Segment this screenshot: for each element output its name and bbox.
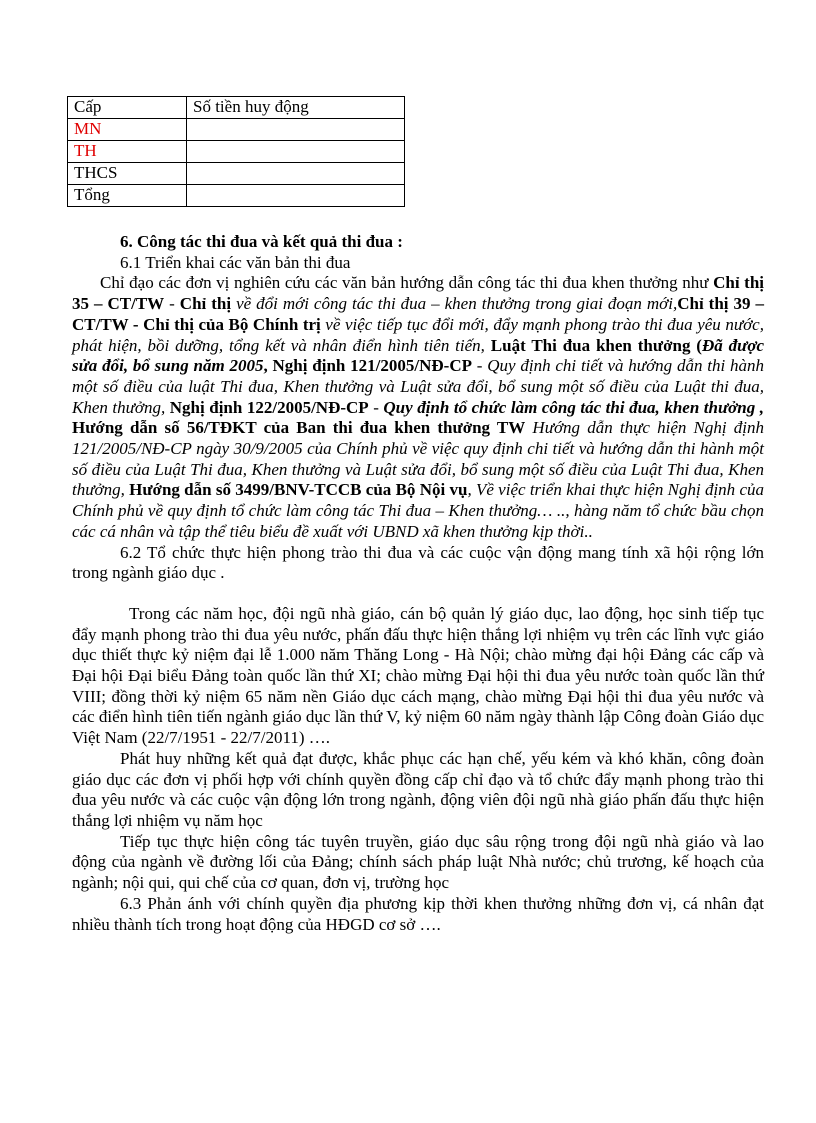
- cell-cap: TH: [68, 141, 187, 163]
- table-row: [68, 185, 405, 207]
- cell-amount: [187, 119, 405, 141]
- cell-cap: THCS: [68, 163, 187, 185]
- p1-text: Chỉ đạo các đơn vị nghiên cứu các văn bản hướng dẫn công tác thi đua khen thưởng như: [100, 273, 714, 293]
- cell-amount: [187, 141, 405, 163]
- table-row: [68, 163, 405, 185]
- paragraph-2: Trong các năm học, đội ngũ nhà giáo, cán bộ quản lý giáo dục, lao động, học sinh tiếp tục đẩy mạnh phong trào thi đua yêu nước, phấn đấu thực hiện thắng lợi nhiệm vụ trên các lĩnh vực giáo dục thiết thực kỷ niệm đại lễ 1.000 năm Thăng Long - Hà Nội; chào mừng đại hội Đảng các cấp và Đại hội Đại biểu Đảng toàn quốc lần thứ XI; chào mừng Đại hội thi đua yêu nước toàn quốc lần thứ VIII; đồng thời kỷ niệm 65 năm nền Giáo dục cách mạng, chào mừng Đại hội thi đua yêu nước và các điển hình tiên tiến ngành giáo dục lần thứ V, kỷ niệm 60 năm ngày thành lập Công đoàn Giáo dục Việt Nam (22/7/1951 - 22/7/2011) ….: [72, 603, 764, 748]
- header-cap: Cấp: [68, 97, 187, 119]
- p1-text: -: [164, 294, 180, 314]
- cell-amount: [187, 185, 405, 207]
- section6-heading: 6. Công tác thi đua và kết quả thi đua :: [120, 232, 403, 251]
- table-row: [68, 141, 405, 163]
- paragraph-3: Phát huy những kết quả đạt được, khắc phục các hạn chế, yếu kém và khó khăn, công đoàn giáo dục các đơn vị phối hợp với chính quyền đồng cấp chỉ đạo và tổ chức đẩy mạnh phong trào thi đua yêu nước và các cuộc vận động lớn trong ngành, động viên đội ngũ nhà giáo phấn đấu thực hiện thắng lợi nhiệm vụ năm học: [72, 748, 764, 830]
- p1-bold: Chỉ thị: [179, 294, 232, 314]
- paragraph-6-3: 6.3 Phản ánh với chính quyền địa phương kịp thời khen thưởng những đơn vị, cá nhân đạt nhiều thành tích trong hoạt động của HĐGD cơ sở ….: [72, 893, 764, 934]
- table-row: [68, 119, 405, 141]
- cell-amount: [187, 163, 405, 185]
- header-amount: Số tiền huy động: [187, 97, 405, 119]
- p1-bold-italic: Quy định tổ chức làm công tác thi đua, khen thưởng ,: [383, 397, 765, 417]
- funding-table: [67, 96, 405, 207]
- p1-italic: Hướng dẫn thực hiện Nghị định 121/2005/NĐ-CP ngày 30/9/2005 của Chính phủ về việc quy định chi tiết và hướng dẫn thi hành một số điều của Luật Thi đua, Khen thưởng và Luật sửa đổi, bổ sung một số điều của Luật Thi đua, Khen thưởng,: [72, 418, 764, 500]
- p1-bold: Hướng dẫn số 3499/BNV-TCCB của Bộ Nội vụ: [129, 480, 468, 500]
- p1-italic: - Quy định chi tiết và hướng dẫn thi hành một số điều của luật Thi đua, Khen thưởng và Luật sửa đổi, bổ sung một số điều của Luật thi đua, Khen thưởng,: [72, 356, 764, 417]
- p1-bold: , Nghị định 121/2005/NĐ-CP: [263, 356, 472, 376]
- p1-bold: Hướng dẫn số 56/TĐKT của Ban thi đua khen thưởng TW: [72, 418, 526, 438]
- p1-bold: Nghị định 122/2005/NĐ-CP: [165, 397, 369, 417]
- s61-title: 6.1 Triển khai các văn bản thi đua: [120, 252, 351, 272]
- cell-cap: MN: [68, 119, 187, 141]
- p1-italic: , Về việc triển khai thực hiện Nghị định của Chính phủ về quy định tổ chức làm công tác Thi đua – Khen thưởng… ..: [72, 480, 765, 521]
- p1-italic: về việc tiếp tục đổi mới, đẩy mạnh phong trào thi đua yêu nước, phát hiện, bồi dưỡng, tổng kết và nhân điển hình tiên tiến,: [72, 314, 764, 355]
- s62-title: 6.2 Tổ chức thực hiện phong trào thi đua và các cuộc vận động mang tính xã hội rộng lớn trong ngành giáo dục .: [72, 542, 764, 583]
- cell-cap: Tổng: [68, 185, 187, 207]
- p1-text: -: [368, 397, 384, 417]
- p1-italic: , hàng năm tổ chức bầu chọn các cá nhân và tập thể tiêu biểu đề xuất với UBND xã khen thưởng kịp thời..: [72, 501, 764, 541]
- table-header-row: [68, 97, 405, 119]
- p1-bold: Chỉ thị 39 – CT/TW - Chỉ thị của Bộ Chính trị: [72, 294, 764, 334]
- paragraph-6-1: [72, 273, 764, 542]
- p1-bold: Luật Thi đua khen thưởng (: [490, 335, 702, 355]
- p1-italic: về đổi mới công tác thi đua – khen thưởng trong giai đoạn mới,: [231, 294, 678, 314]
- p1-bold: Chỉ thị 35 – CT/TW: [72, 273, 764, 314]
- section-body: [72, 232, 764, 935]
- paragraph-4: Tiếp tục thực hiện công tác tuyên truyền, giáo dục sâu rộng trong đội ngũ nhà giáo và lao động của ngành về đường lối của Đảng; chính sách pháp luật Nhà nước; chủ trương, kế hoạch của ngành; nội qui, qui chế của cơ quan, đơn vị, trường học: [72, 831, 764, 893]
- p1-bold-italic: Đã được sửa đổi, bổ sung năm 2005: [72, 335, 764, 376]
